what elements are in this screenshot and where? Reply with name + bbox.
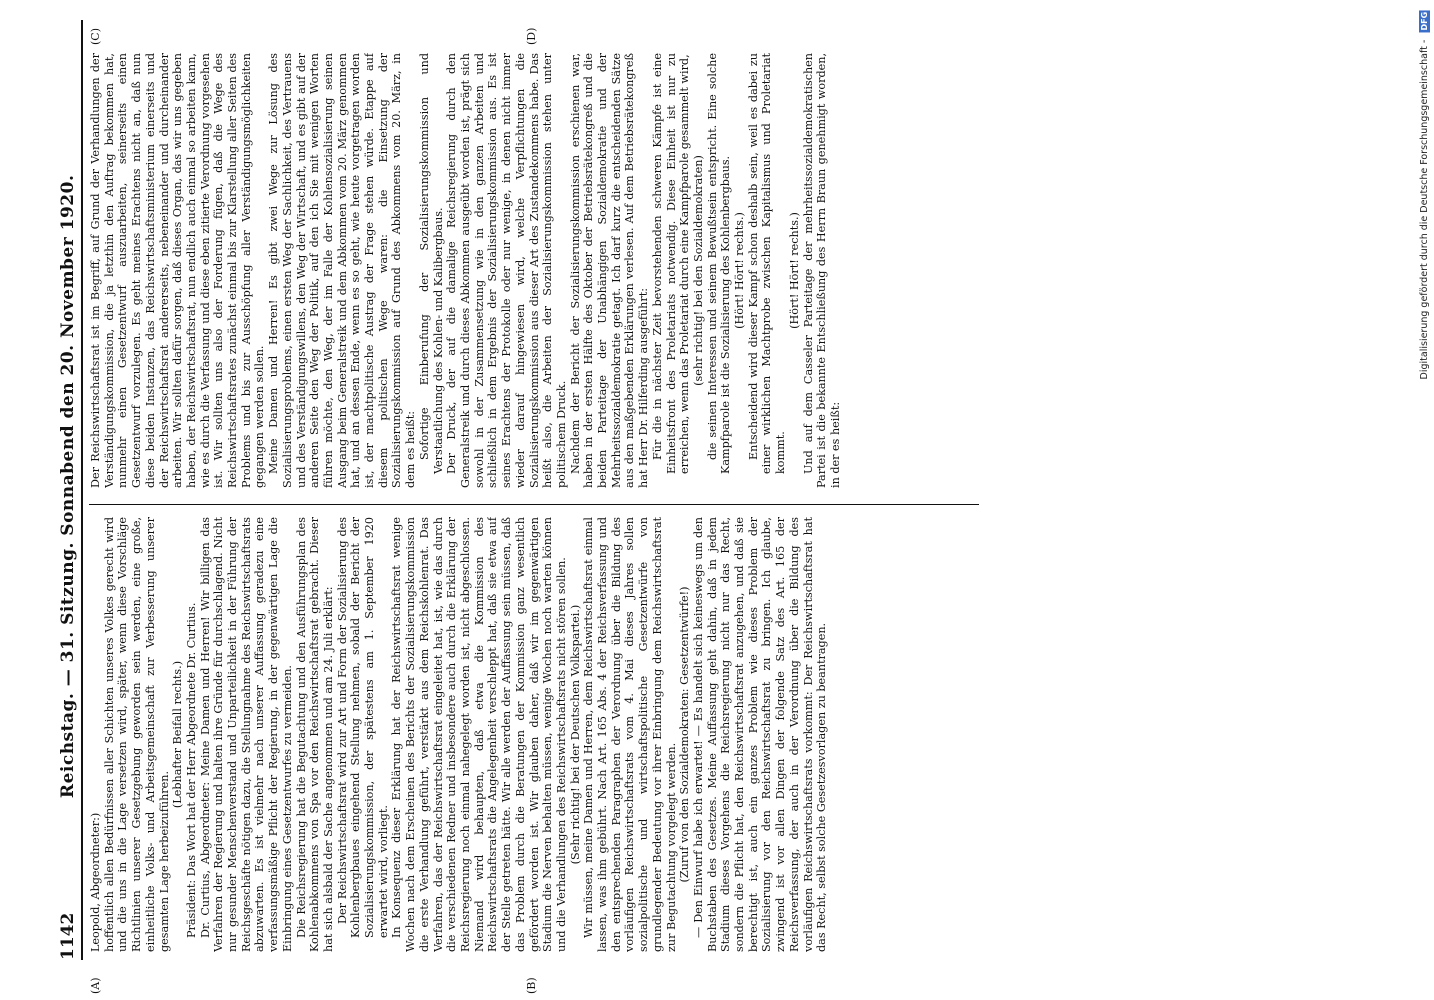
paragraph: (Hört! Hört! rechts.) [733, 212, 747, 329]
paragraph: Präsident: Das Wort hat der Herr Abgeordnete Dr. Curtius. [184, 602, 198, 938]
page-number: 1142 [58, 912, 78, 960]
paragraph: Meine Damen und Herren! Es gibt zwei Wege zur Lösung des Sozialisierungsproblems, einen ersten Weg der Sachlichkeit, des Vertrauens und des Verständigungswillens, den Weg der Wirtschaft, und es gibt auf der anderen Seite den Weg der Politik, auf den ich Sie mit wenigen Worten führen möchte, den Weg, der im Falle der Kohlensozialisierung seinen Ausgang beim Generalstreik und dem Abkommen vom 20. März genommen hat, und an dessen Ende, wenn es so geht, wie heute vorgetragen worden ist, der machtpolitische Austrag der Frage stehen würde. Etappe auf diesem politischen Wege waren: die Einsetzung der Sozialisierungskommission auf Grund des Abkommens vom 20. März, in dem es heißt: [267, 53, 418, 488]
page-header [55, 20, 83, 960]
paragraph: Und auf dem Casseler Parteitage der mehrheitssozialdemokratischen Partei ist die bekannte Entschließung des Herrn Braun genehmigt worden, in der es heißt: [801, 53, 842, 488]
page-title: Reichstag. — 31. Sitzung. Sonnabend den 20. November 1920. [58, 174, 78, 799]
paragraph: (Hört! Hört! rechts.) [787, 212, 801, 329]
paragraph: (Zuruf von den Sozialdemokraten: Gesetzentwürfe!) [678, 586, 692, 883]
paragraph: Der Druck, der auf die damalige Reichsregierung durch den Generalstreik und durch dieses Abkommen ausgeübt worden ist, prägt sich sowohl in der Zusammensetzung wie in den ganzen Arbeiten und schließlich in dem Ergebnis der Sozialisierungskommission aus. Es ist seines Erachtens der Protokolle oder nur wenige, in denen nicht immer wieder darauf hingewiesen wird, welche Verpflichtungen die Sozialisierungskommission aus dieser Art des Zustandekommens habe. Das heißt also, die Arbeiten der Sozialisierungskommission stehen unter politischem Druck. [445, 53, 568, 488]
paragraph: Wir müssen, meine Damen und Herren, dem Reichswirtschaftsrat einmal lassen, was ihm gebührt. Nach Art. 165 Abs. 4 der Reichsverfassung und den entsprechenden Paragraphen der Verordnung über die Bildung des vorläufigen Reichswirtschaftsrats vom 4. Mai dieses Jahres sollen sozialpolitische und wirtschaftspolitische Gesetzentwürfe von grundlegender Bedeutung vor ihrer Einbringung dem Reichswirtschaftsrat zur Begutachtung vorgelegt werden. [582, 517, 678, 952]
paragraph: (Lebhafter Beifall rechts.) [171, 660, 185, 809]
margin-marker-d: (D) [525, 27, 538, 45]
paragraph: hoffentlich allen Bedürfnissen aller Schichten unseres Volkes gerecht wird und die uns in die Lage versetzen wird, später, wenn diese Vorschläge Richtlinien unserer Gesetzgebung geworden sein werden, eine große, einheitliche Volks- und Arbeitsgemeinschaft zur Verbesserung unserer gesamten Lage herbeizuführen. [102, 517, 171, 952]
paragraph: Sofortige Einberufung der Sozialisierungskommission und Verstaatlichung des Kohlen- und Kalibergbaus. [417, 53, 445, 474]
paragraph: Die Reichsregierung hat die Begutachtung und den Ausführungsplan des Kohlenabkommens von Spa vor den Reichswirtschaftsrat gebracht. Dieser hat sich alsbald der Sache angenommen und am 24. Juli erklärt: [294, 517, 335, 952]
paragraph: Dr. Curtius, Abgeordneter: Meine Damen und Herren! Wir billigen das Verfahren der Regierung und halten ihre Gründe für durchschlagend. Nicht nur gesunder Menschenverstand und Unparteilichkeit in der Führung der Reichsgeschäfte nötigen dazu, die Stellungnahme des Reichswirtschaftsrats abzuwarten. Es ist vielmehr nach unserer Auffassung geradezu eine verfassungsmäßige Pflicht der Regierung, in der gegenwärtigen Lage die Einbringung eines Gesetzentwurfes zu vermeiden. [198, 517, 294, 952]
paragraph: Entscheidend wird dieser Kampf schon deshalb sein, weil es dabei zu einer wirklichen Machtprobe zwischen Kapitalismus und Proletariat kommt. [746, 53, 788, 474]
margin-marker-a: (A) [89, 977, 102, 994]
paragraph: In Konsequenz dieser Erklärung hat der Reichswirtschaftsrat wenige Wochen nach dem Erscheinen des Berichts der Sozialisierungskommission die erste Verhandlung geführt, verstärkt aus dem Reichskohlenrat. Das Verfahren, das der Reichswirtschaftsrat eingeleitet hat, ist, wie das durch die verschiedenen Redner und insbesondere auch durch die Erklärung der Reichsregierung noch einmal nahegelegt worden ist, nicht abgeschlossen. Niemand wird behaupten, daß etwa die Kommission des Reichswirtschaftsrats die Angelegenheit verschleppt hat, daß sie etwa auf der Stelle getreten hätte. Wir alle werden der Auffassung sein müssen, daß das Problem durch die Beratungen der Kommission ganz wesentlich gefördert worden ist. Wir glauben daher, daß wir im gegenwärtigen Stadium die Nerven behalten müssen, wenige Wochen noch warten können und die Verhandlungen des Reichswirtschaftsrats nicht stören sollen. [390, 517, 568, 952]
paragraph: Leopold, Abgeordneter:) [89, 812, 102, 952]
credit-text: Digitalisierung gefördert durch die Deutsche Forschungsgemeinschaft - [1419, 39, 1430, 380]
paragraph: Der Reichswirtschaftsrat ist im Begriff, auf Grund der Verhandlungen der Verständigungskommission, die ja letzthin den Auftrag bekommen hat, nunmehr einen Gesetzentwurf auszuarbeiten, seinerseits einen Gesetzentwurf vorzulegen. Es geht meines Erachtens nicht an, daß nun diese beiden Instanzen, das Reichswirtschaftsministerium einerseits und der Reichswirtschaftsrat andererseits, nebeneinander und durcheinander arbeiten. Wir sollten dafür sorgen, daß dieses Organ, das wir uns gegeben haben, der Reichswirtschaftsrat, nun endlich auch einmal so arbeiten kann, wie es durch die Verfassung und diese eben zitierte Verordnung vorgesehen ist. Wir sollten uns also der Forderung fügen, daß die Wege des Reichswirtschaftsrates zunächst einmal bis zur Klarstellung aller Seiten des Problems und bis zur Ausschöpfung aller Verständigungsmöglichkeiten gegangen werden sollen. [89, 53, 267, 488]
paragraph: Für die in nächster Zeit bevorstehenden schweren Kämpfe ist eine Einheitsfront des Proletariats notwendig. Diese Einheit ist nur zu erreichen, wenn das Proletariat durch eine Kampfparole gesammelt wird, [650, 53, 692, 474]
paragraph: Der Reichswirtschaftsrat wird zur Art und Form der Sozialisierung des Kohlenbergbaues eingehend Stellung nehmen, sobald der Bericht der Sozialisierungskommission, der spätestens am 1. September 1920 erwartet wird, vorliegt. [335, 517, 390, 938]
paragraph: die seinen Interessen und seinem Bewußtsein entspricht. Eine solche Kampfparole ist die Sozialisierung des Kohlenbergbaus. [705, 53, 733, 474]
dfg-logo: DFG [1420, 12, 1429, 31]
paragraph: (Sehr richtig! bei der Deutschen Volkspartei.) [568, 604, 582, 865]
left-column [89, 517, 979, 952]
right-column [89, 53, 979, 488]
paragraph: — Den Einwurf habe ich erwartet! — Es handelt sich keineswegs um den Buchstaben des Gesetzes. Meine Auffassung geht dahin, daß in jedem Stadium dieses Vorgehens die Reichsregierung nicht nur das Recht, sondern die Pflicht hat, den Reichswirtschaftsrat anzugehen, und daß sie berechtigt ist, auch ein ganzes Problem wie dieses Problem der Sozialisierung vor den Reichswirtschaftsrat zu bringen. Ich glaube, zwingend ist vor allen Dingen der folgende Satz des Art. 165 der Reichsverfassung, der auch in der Verordnung über die Bildung des vorläufigen Reichswirtschaftsrats vorkommt: Der Reichswirtschaftsrat hat das Recht, selbst solche Gesetzesvorlagen zu beantragen. [691, 517, 829, 952]
rotated-page [55, 20, 1434, 994]
column-divider [89, 504, 979, 505]
paragraph: (sehr richtig! bei den Sozialdemokraten) [691, 155, 705, 386]
paragraph: Nachdem der Bericht der Sozialisierungskommission erschienen war, haben in der ersten Hälfte des Oktober der Betriebsrätekongreß und die beiden Parteitage der Unabhängigen Sozialdemokratie und der Mehrheitssozialdemokratie getagt. Ich darf kurz die entscheidenden Sätze aus den maßgebenden Erklärungen verlesen. Auf dem Betriebsrätekongreß hat Herr Dr. Hilferding ausgeführt: [568, 53, 651, 488]
digitization-credit [1419, 10, 1430, 379]
margin-marker-c: (C) [89, 28, 102, 45]
margin-marker-b: (B) [525, 977, 538, 994]
